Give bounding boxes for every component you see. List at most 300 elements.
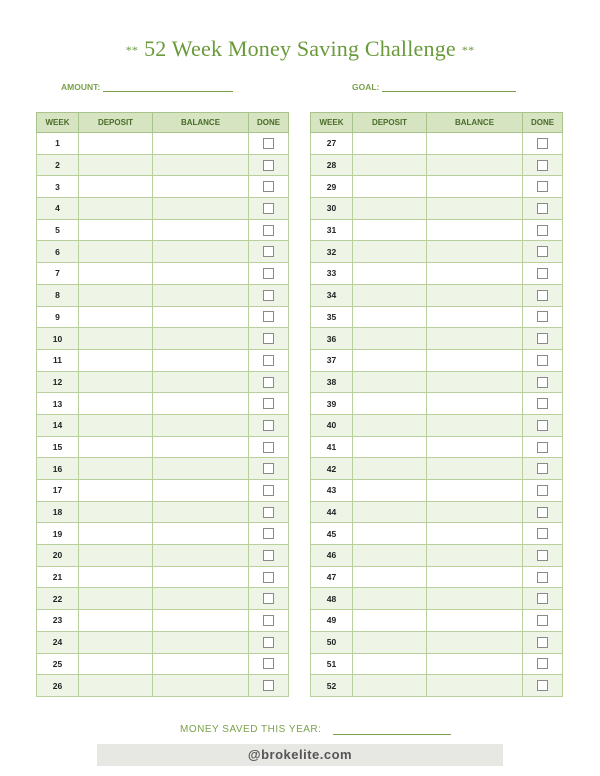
deposit-cell[interactable]	[353, 675, 427, 697]
done-checkbox[interactable]	[537, 160, 548, 171]
table-row	[37, 675, 289, 697]
deposit-cell[interactable]	[79, 219, 153, 241]
done-checkbox[interactable]	[263, 528, 274, 539]
deposit-cell[interactable]	[353, 545, 427, 567]
balance-cell[interactable]	[427, 198, 523, 220]
done-checkbox[interactable]	[537, 333, 548, 344]
table-row	[37, 436, 289, 458]
deposit-cell[interactable]	[353, 588, 427, 610]
done-checkbox[interactable]	[537, 225, 548, 236]
done-checkbox[interactable]	[537, 290, 548, 301]
done-cell	[249, 176, 289, 198]
week-number: 6	[37, 241, 79, 263]
deposit-cell[interactable]	[353, 523, 427, 545]
deposit-cell[interactable]	[353, 501, 427, 523]
week-number: 46	[311, 545, 353, 567]
done-checkbox[interactable]	[537, 615, 548, 626]
balance-cell[interactable]	[427, 588, 523, 610]
done-cell	[523, 133, 563, 155]
table-row	[311, 198, 563, 220]
deposit-cell[interactable]	[353, 133, 427, 155]
done-cell	[523, 263, 563, 285]
done-cell	[249, 458, 289, 480]
balance-cell[interactable]	[427, 219, 523, 241]
done-checkbox[interactable]	[263, 203, 274, 214]
week-number: 37	[311, 349, 353, 371]
done-checkbox[interactable]	[263, 138, 274, 149]
done-checkbox[interactable]	[537, 181, 548, 192]
done-cell	[523, 436, 563, 458]
balance-cell[interactable]	[427, 653, 523, 675]
done-cell	[523, 566, 563, 588]
done-cell	[523, 610, 563, 632]
week-number: 2	[37, 154, 79, 176]
done-cell	[523, 371, 563, 393]
week-number: 8	[37, 284, 79, 306]
balance-cell[interactable]	[153, 154, 249, 176]
balance-cell[interactable]	[153, 328, 249, 350]
done-checkbox[interactable]	[263, 311, 274, 322]
done-cell	[249, 675, 289, 697]
done-cell	[249, 349, 289, 371]
done-cell	[523, 154, 563, 176]
money-saved-line[interactable]	[333, 724, 451, 735]
deposit-cell[interactable]	[353, 610, 427, 632]
done-cell	[249, 284, 289, 306]
week-number: 23	[37, 610, 79, 632]
done-cell	[249, 480, 289, 502]
done-cell	[249, 393, 289, 415]
done-cell	[523, 631, 563, 653]
week-number: 44	[311, 501, 353, 523]
balance-cell[interactable]	[153, 501, 249, 523]
done-cell	[249, 371, 289, 393]
deposit-cell[interactable]	[353, 566, 427, 588]
done-cell	[249, 588, 289, 610]
table-row	[37, 263, 289, 285]
balance-cell[interactable]	[153, 393, 249, 415]
done-cell	[249, 610, 289, 632]
header-week: WEEK	[37, 113, 79, 133]
balance-cell[interactable]	[427, 263, 523, 285]
balance-cell[interactable]	[153, 675, 249, 697]
balance-cell[interactable]	[153, 566, 249, 588]
week-number: 38	[311, 371, 353, 393]
week-number: 52	[311, 675, 353, 697]
done-cell	[523, 393, 563, 415]
table-row	[37, 414, 289, 436]
done-checkbox[interactable]	[263, 246, 274, 257]
done-checkbox[interactable]	[263, 225, 274, 236]
deposit-cell[interactable]	[79, 631, 153, 653]
balance-cell[interactable]	[427, 393, 523, 415]
balance-cell[interactable]	[153, 458, 249, 480]
deposit-cell[interactable]	[79, 501, 153, 523]
done-cell	[523, 349, 563, 371]
balance-cell[interactable]	[153, 523, 249, 545]
table-row	[311, 328, 563, 350]
balance-cell[interactable]	[427, 480, 523, 502]
done-cell	[249, 306, 289, 328]
week-number: 29	[311, 176, 353, 198]
balance-cell[interactable]	[153, 588, 249, 610]
balance-cell[interactable]	[153, 219, 249, 241]
table-row	[37, 154, 289, 176]
done-cell	[249, 414, 289, 436]
balance-cell[interactable]	[427, 371, 523, 393]
balance-cell[interactable]	[427, 675, 523, 697]
week-number: 26	[37, 675, 79, 697]
week-number: 51	[311, 653, 353, 675]
week-number: 1	[37, 133, 79, 155]
done-checkbox[interactable]	[263, 680, 274, 691]
balance-cell[interactable]	[427, 154, 523, 176]
deposit-cell[interactable]	[353, 480, 427, 502]
done-cell	[249, 523, 289, 545]
deposit-cell[interactable]	[79, 414, 153, 436]
balance-cell[interactable]	[427, 284, 523, 306]
done-checkbox[interactable]	[537, 420, 548, 431]
table-row	[311, 675, 563, 697]
deposit-cell[interactable]	[79, 566, 153, 588]
header-deposit: DEPOSIT	[79, 113, 153, 133]
week-number: 24	[37, 631, 79, 653]
week-number: 10	[37, 328, 79, 350]
balance-cell[interactable]	[153, 371, 249, 393]
deposit-cell[interactable]	[79, 349, 153, 371]
balance-cell[interactable]	[153, 545, 249, 567]
week-number: 36	[311, 328, 353, 350]
table-row	[311, 349, 563, 371]
amount-label: AMOUNT:	[61, 82, 101, 92]
balance-cell[interactable]	[427, 610, 523, 632]
deposit-cell[interactable]	[79, 328, 153, 350]
balance-cell[interactable]	[153, 284, 249, 306]
table-row	[37, 480, 289, 502]
done-checkbox[interactable]	[537, 658, 548, 669]
week-number: 31	[311, 219, 353, 241]
deposit-cell[interactable]	[79, 371, 153, 393]
deposit-cell[interactable]	[353, 349, 427, 371]
balance-cell[interactable]	[427, 349, 523, 371]
table-row	[37, 501, 289, 523]
goal-label: GOAL:	[352, 82, 380, 92]
done-checkbox[interactable]	[537, 528, 548, 539]
deposit-cell[interactable]	[79, 133, 153, 155]
deposit-cell[interactable]	[353, 371, 427, 393]
table-row	[311, 176, 563, 198]
done-checkbox[interactable]	[263, 658, 274, 669]
done-checkbox[interactable]	[263, 593, 274, 604]
done-checkbox[interactable]	[263, 333, 274, 344]
deposit-cell[interactable]	[79, 263, 153, 285]
balance-cell[interactable]	[427, 241, 523, 263]
week-number: 35	[311, 306, 353, 328]
week-number: 25	[37, 653, 79, 675]
table-row	[37, 458, 289, 480]
week-number: 16	[37, 458, 79, 480]
week-number: 4	[37, 198, 79, 220]
balance-cell[interactable]	[153, 241, 249, 263]
done-checkbox[interactable]	[537, 377, 548, 388]
balance-cell[interactable]	[427, 133, 523, 155]
table-row	[37, 349, 289, 371]
header-balance: BALANCE	[427, 113, 523, 133]
done-cell	[523, 219, 563, 241]
deposit-cell[interactable]	[79, 284, 153, 306]
done-cell	[523, 198, 563, 220]
week-number: 11	[37, 349, 79, 371]
table-row	[311, 393, 563, 415]
balance-cell[interactable]	[427, 306, 523, 328]
done-checkbox[interactable]	[537, 572, 548, 583]
done-checkbox[interactable]	[537, 355, 548, 366]
deposit-cell[interactable]	[79, 545, 153, 567]
done-checkbox[interactable]	[263, 377, 274, 388]
table-row	[37, 631, 289, 653]
deposit-cell[interactable]	[79, 588, 153, 610]
done-cell	[523, 523, 563, 545]
balance-cell[interactable]	[427, 566, 523, 588]
deposit-cell[interactable]	[353, 328, 427, 350]
done-checkbox[interactable]	[263, 290, 274, 301]
table-row	[37, 588, 289, 610]
deposit-cell[interactable]	[353, 653, 427, 675]
header-balance: BALANCE	[153, 113, 249, 133]
balance-cell[interactable]	[153, 176, 249, 198]
done-checkbox[interactable]	[537, 593, 548, 604]
done-checkbox[interactable]	[263, 615, 274, 626]
deposit-cell[interactable]	[353, 458, 427, 480]
deposit-cell[interactable]	[353, 263, 427, 285]
title-text: 52 Week Money Saving Challenge	[144, 36, 456, 61]
done-checkbox[interactable]	[537, 680, 548, 691]
balance-cell[interactable]	[427, 414, 523, 436]
deposit-cell[interactable]	[79, 393, 153, 415]
week-number: 17	[37, 480, 79, 502]
week-number: 27	[311, 133, 353, 155]
week-number: 34	[311, 284, 353, 306]
balance-cell[interactable]	[427, 436, 523, 458]
deposit-cell[interactable]	[79, 154, 153, 176]
balance-cell[interactable]	[153, 653, 249, 675]
week-number: 3	[37, 176, 79, 198]
deposit-cell[interactable]	[353, 393, 427, 415]
week-number: 19	[37, 523, 79, 545]
week-number: 14	[37, 414, 79, 436]
balance-cell[interactable]	[153, 480, 249, 502]
done-cell	[523, 653, 563, 675]
done-checkbox[interactable]	[263, 485, 274, 496]
done-cell	[249, 436, 289, 458]
title-prefix: **	[125, 43, 139, 58]
done-cell	[249, 219, 289, 241]
done-checkbox[interactable]	[263, 507, 274, 518]
done-checkbox[interactable]	[537, 442, 548, 453]
done-cell	[249, 501, 289, 523]
table-row	[311, 653, 563, 675]
deposit-cell[interactable]	[353, 284, 427, 306]
week-number: 7	[37, 263, 79, 285]
table-row	[37, 566, 289, 588]
done-cell	[523, 501, 563, 523]
table-row	[311, 241, 563, 263]
table-row	[37, 610, 289, 632]
table-row	[311, 610, 563, 632]
balance-cell[interactable]	[427, 328, 523, 350]
deposit-cell[interactable]	[79, 241, 153, 263]
table-row	[37, 284, 289, 306]
done-checkbox[interactable]	[537, 550, 548, 561]
watermark: @brokelite.com	[97, 744, 503, 766]
table-header-row	[311, 113, 563, 133]
done-cell	[249, 631, 289, 653]
balance-cell[interactable]	[153, 133, 249, 155]
deposit-cell[interactable]	[353, 198, 427, 220]
deposit-cell[interactable]	[353, 241, 427, 263]
table-row	[37, 219, 289, 241]
deposit-cell[interactable]	[79, 176, 153, 198]
done-checkbox[interactable]	[263, 637, 274, 648]
week-number: 30	[311, 198, 353, 220]
done-cell	[249, 198, 289, 220]
deposit-cell[interactable]	[79, 480, 153, 502]
balance-cell[interactable]	[153, 306, 249, 328]
deposit-cell[interactable]	[353, 414, 427, 436]
page-title	[0, 36, 600, 62]
done-cell	[523, 284, 563, 306]
week-number: 12	[37, 371, 79, 393]
deposit-cell[interactable]	[353, 176, 427, 198]
done-checkbox[interactable]	[537, 246, 548, 257]
deposit-cell[interactable]	[353, 306, 427, 328]
week-number: 43	[311, 480, 353, 502]
done-cell	[249, 241, 289, 263]
deposit-cell[interactable]	[79, 458, 153, 480]
done-cell	[523, 241, 563, 263]
done-checkbox[interactable]	[537, 485, 548, 496]
balance-cell[interactable]	[427, 631, 523, 653]
table-row	[311, 133, 563, 155]
balance-cell[interactable]	[153, 198, 249, 220]
balance-cell[interactable]	[153, 631, 249, 653]
week-number: 41	[311, 436, 353, 458]
done-checkbox[interactable]	[263, 572, 274, 583]
table-row	[311, 263, 563, 285]
table-row	[37, 523, 289, 545]
week-number: 33	[311, 263, 353, 285]
week-number: 32	[311, 241, 353, 263]
balance-cell[interactable]	[427, 176, 523, 198]
deposit-cell[interactable]	[79, 306, 153, 328]
table-row	[311, 436, 563, 458]
goal-line[interactable]	[382, 82, 516, 92]
balance-cell[interactable]	[153, 436, 249, 458]
week-number: 21	[37, 566, 79, 588]
week-number: 5	[37, 219, 79, 241]
done-cell	[523, 306, 563, 328]
table-row	[311, 306, 563, 328]
deposit-cell[interactable]	[79, 653, 153, 675]
table-row	[311, 414, 563, 436]
done-cell	[249, 545, 289, 567]
balance-cell[interactable]	[427, 501, 523, 523]
deposit-cell[interactable]	[79, 523, 153, 545]
balance-cell[interactable]	[153, 414, 249, 436]
done-checkbox[interactable]	[537, 311, 548, 322]
balance-cell[interactable]	[427, 545, 523, 567]
done-checkbox[interactable]	[263, 550, 274, 561]
done-checkbox[interactable]	[263, 442, 274, 453]
done-checkbox[interactable]	[263, 160, 274, 171]
deposit-cell[interactable]	[353, 436, 427, 458]
done-checkbox[interactable]	[537, 637, 548, 648]
week-number: 42	[311, 458, 353, 480]
done-checkbox[interactable]	[263, 398, 274, 409]
done-checkbox[interactable]	[263, 355, 274, 366]
table-row	[311, 545, 563, 567]
table-row	[37, 393, 289, 415]
balance-cell[interactable]	[153, 610, 249, 632]
deposit-cell[interactable]	[353, 219, 427, 241]
table-row	[37, 176, 289, 198]
deposit-cell[interactable]	[79, 610, 153, 632]
table-header-row	[37, 113, 289, 133]
balance-cell[interactable]	[153, 263, 249, 285]
done-checkbox[interactable]	[263, 268, 274, 279]
deposit-cell[interactable]	[79, 198, 153, 220]
done-checkbox[interactable]	[537, 138, 548, 149]
done-checkbox[interactable]	[537, 203, 548, 214]
title-suffix: **	[461, 43, 475, 58]
amount-line[interactable]	[103, 82, 233, 92]
balance-cell[interactable]	[427, 523, 523, 545]
done-checkbox[interactable]	[537, 507, 548, 518]
balance-cell[interactable]	[427, 458, 523, 480]
deposit-cell[interactable]	[353, 154, 427, 176]
tracker-table-left	[36, 112, 289, 697]
money-saved-label: MONEY SAVED THIS YEAR:	[180, 724, 322, 735]
done-checkbox[interactable]	[263, 463, 274, 474]
table-row	[37, 545, 289, 567]
balance-cell[interactable]	[153, 349, 249, 371]
done-checkbox[interactable]	[537, 463, 548, 474]
header-week: WEEK	[311, 113, 353, 133]
goal-field	[352, 82, 516, 92]
amount-field	[61, 82, 233, 92]
table-row	[37, 371, 289, 393]
deposit-cell[interactable]	[79, 436, 153, 458]
done-cell	[523, 588, 563, 610]
week-number: 15	[37, 436, 79, 458]
done-checkbox[interactable]	[263, 420, 274, 431]
table-row	[37, 328, 289, 350]
done-cell	[249, 263, 289, 285]
done-checkbox[interactable]	[537, 268, 548, 279]
week-number: 47	[311, 566, 353, 588]
done-cell	[523, 458, 563, 480]
done-cell	[523, 328, 563, 350]
table-row	[311, 588, 563, 610]
deposit-cell[interactable]	[353, 631, 427, 653]
done-checkbox[interactable]	[537, 398, 548, 409]
table-row	[311, 284, 563, 306]
table-row	[37, 198, 289, 220]
deposit-cell[interactable]	[79, 675, 153, 697]
done-checkbox[interactable]	[263, 181, 274, 192]
header-deposit: DEPOSIT	[353, 113, 427, 133]
week-number: 45	[311, 523, 353, 545]
